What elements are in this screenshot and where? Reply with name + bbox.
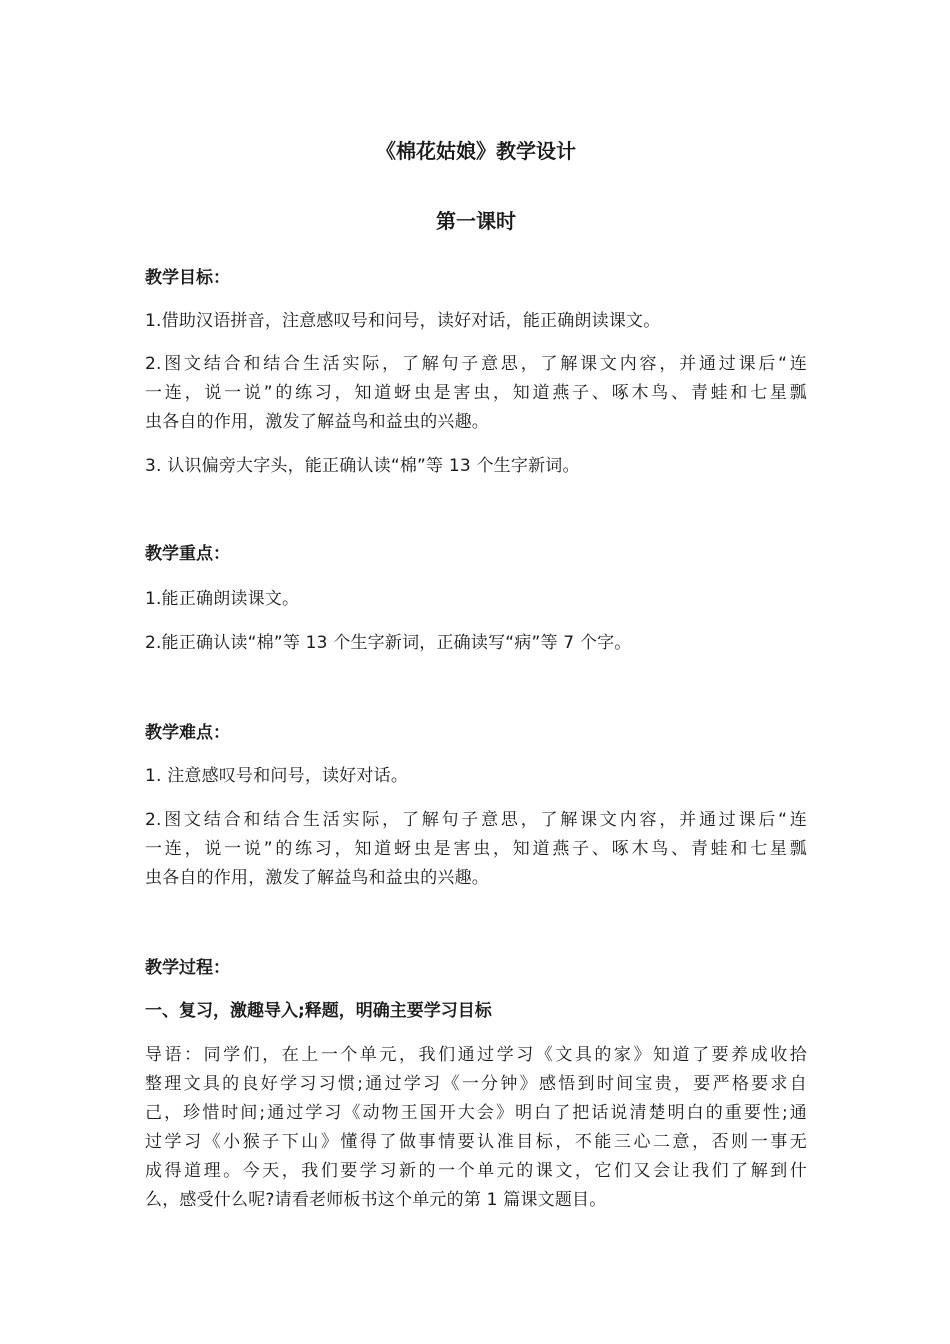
section-heading: 一、复习，激趣导入;释题，明确主要学习目标 xyxy=(145,1001,492,1021)
text-line: 1. 注意感叹号和问号，读好对话。 xyxy=(145,766,409,786)
text-line: 3. 认识偏旁大字头，能正确认读“棉”等 13 个生字新词。 xyxy=(145,456,580,476)
objective-item-3 xyxy=(145,452,807,481)
text-line: 虫各自的作用，激发了解益鸟和益虫的兴趣。 xyxy=(145,868,489,888)
difficulties-heading: 教学难点： xyxy=(145,723,230,743)
text-line: 2.图文结合和结合生活实际，了解句子意思，了解课文内容，并通过课后“连 xyxy=(145,354,807,374)
text-line: 过学习《小猴子下山》懂得了做事情要认准目标，不能三心二意，否则一事无 xyxy=(145,1132,807,1152)
objective-item-2 xyxy=(145,350,807,437)
key-points-heading: 教学重点： xyxy=(145,544,230,564)
key-point-item-2 xyxy=(145,629,807,658)
intro-paragraph xyxy=(145,1041,807,1215)
text-line: 整理文具的良好学习习惯;通过学习《一分钟》感悟到时间宝贵，要严格要求自 xyxy=(145,1074,807,1094)
objectives-heading: 教学目标： xyxy=(145,268,230,288)
objective-item-1 xyxy=(145,307,807,336)
text-line: 成得道理。今天，我们要学习新的一个单元的课文，它们又会让我们了解到什 xyxy=(145,1161,807,1181)
difficulty-item-1 xyxy=(145,762,807,791)
difficulty-item-2 xyxy=(145,806,807,893)
text-line: 2.图文结合和结合生活实际，了解句子意思，了解课文内容，并通过课后“连 xyxy=(145,810,807,830)
text-line: 2.能正确认读“棉”等 13 个生字新词，正确读写“病”等 7 个字。 xyxy=(145,633,632,653)
text-line: 导语：同学们，在上一个单元，我们通过学习《文具的家》知道了要养成收拾 xyxy=(145,1045,807,1065)
key-point-item-1 xyxy=(145,585,807,614)
document-subtitle: 第一课时 xyxy=(436,209,516,233)
text-line: 1.借助汉语拼音，注意感叹号和问号，读好对话，能正确朗读课文。 xyxy=(145,311,661,331)
document-title: 《棉花姑娘》教学设计 xyxy=(376,139,576,163)
process-heading: 教学过程： xyxy=(145,958,230,978)
text-line: 一连，说一说”的练习，知道蚜虫是害虫，知道燕子、啄木鸟、青蛙和七星瓢 xyxy=(145,839,807,859)
text-line: 虫各自的作用，激发了解益鸟和益虫的兴趣。 xyxy=(145,412,489,432)
text-line: 么，感受什么呢?请看老师板书这个单元的第 1 篇课文题目。 xyxy=(145,1190,607,1210)
text-line: 1.能正确朗读课文。 xyxy=(145,589,300,609)
text-line: 一连，说一说”的练习，知道蚜虫是害虫，知道燕子、啄木鸟、青蛙和七星瓢 xyxy=(145,383,807,403)
text-line: 己，珍惜时间;通过学习《动物王国开大会》明白了把话说清楚明白的重要性;通 xyxy=(145,1103,807,1123)
